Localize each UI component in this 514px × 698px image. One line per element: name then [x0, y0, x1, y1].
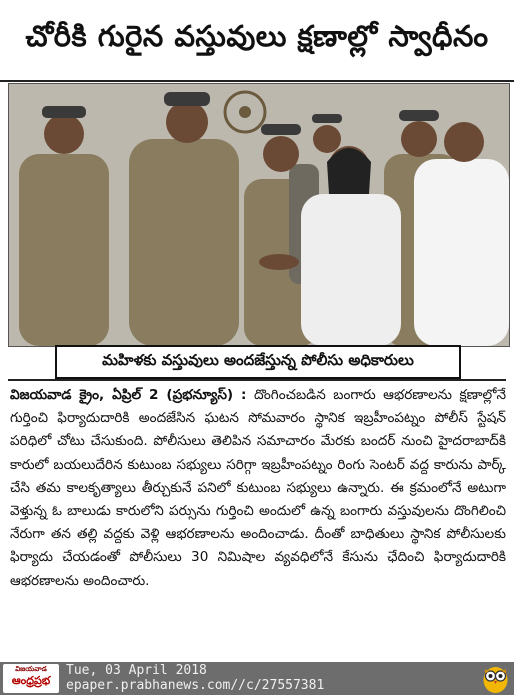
owl-logo-icon: [480, 663, 511, 694]
photo-illustration: [9, 84, 509, 346]
masthead-edition: విజయవాడ: [15, 665, 47, 673]
article-body: [10, 384, 506, 593]
headline: చోరీకి గురైన వస్తువులు క్షణాల్లో స్వాధీనం: [0, 0, 514, 82]
article-text: దొంగించబడిన బంగారు ఆభరణాలను క్షణాల్లోనే గుర్తించి ఫిర్యాదుదారికి అందజేసిన ఘటన సోమవారం స్థానిక ఇబ్రహీంపట్నం పోలీస్ స్టేషన్ పరిధిలో చోటు చేసుకుంది. పోలీసులు తెలిపిన సమాచారం మేరకు బందర్ నుంచి హైదరాబాద్‌కి కారులో బయలుదేరిన కుటుంబ సభ్యులు సరిగ్గా ఇబ్రహీంపట్నం రింగు సెంటర్ వద్ద కారును పార్క్ చేసి తమ కాలకృత్యాలు తీర్చుకునే పనిలో కుటుంబ సభ్యులు ఉన్నారు. ఈ క్రమంలోనే అటుగా వెళ్తున్న ఓ బాలుడు కారులోని పర్సును గుర్తించి అందులో ఉన్న బంగారు వస్తువులను దొంగిలించి నేరుగా తన తల్లి వద్దకు వెళ్లి ఆభరణాలను అందించాడు. దీంతో బాధితులు స్థానిక పోలీసులకు ఫిర్యాదు చేయడంతో పోలీసులు 30 నిమిషాల వ్యవధిలోనే కేసును ఛేదించి ఫిర్యాదుదారికి ఆభరణాలను అందించారు.: [10, 387, 506, 589]
edition-date: Tue, 03 April 2018: [66, 663, 207, 678]
news-photo: [8, 83, 510, 347]
article-dateline: విజయవాడ క్రైం, ఏప్రిల్ 2 (ప్రభన్యూస్) :: [10, 387, 247, 403]
masthead-logo: [3, 664, 59, 693]
divider: [8, 379, 506, 381]
photo-caption: మహిళకు వస్తువులు అందజేస్తున్న పోలీసు అధికారులు: [55, 345, 461, 379]
epaper-link[interactable]: epaper.prabhanews.com//c/27557381: [66, 678, 325, 693]
masthead-title: ఆంధ్రప్రభ: [11, 674, 51, 687]
